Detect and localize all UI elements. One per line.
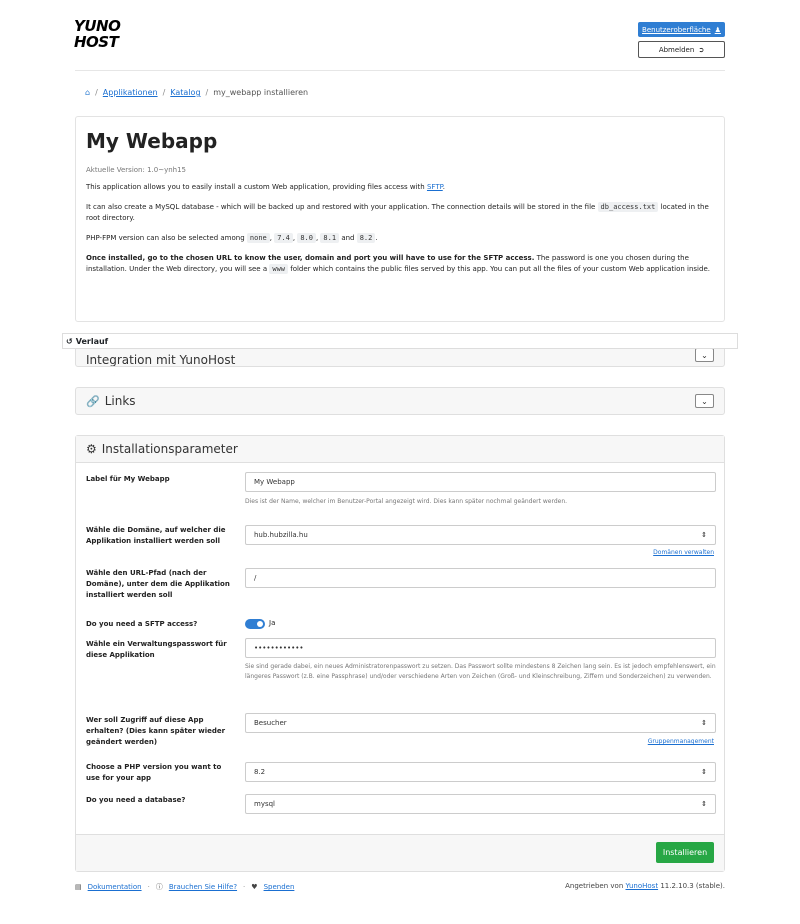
breadcrumb: ⌂ / Applikationen / Katalog / my_webapp installieren xyxy=(85,88,309,97)
php-label: Choose a PHP version you want to use for your app xyxy=(86,763,222,782)
install-form xyxy=(75,435,725,872)
label-input[interactable]: My Webapp xyxy=(245,472,716,492)
logo-line-1: YUNO xyxy=(74,17,121,35)
access-select[interactable]: Besucher ⇕ xyxy=(245,713,716,733)
select-caret-icon: ⇕ xyxy=(701,768,707,776)
select-caret-icon: ⇕ xyxy=(701,719,707,727)
database-select[interactable]: mysql ⇕ xyxy=(245,794,716,814)
breadcrumb-catalog[interactable]: Katalog xyxy=(170,88,201,97)
access-label: Wer soll Zugriff auf diese App erhalten? (Dies kann später wieder geändert werden) xyxy=(86,716,226,746)
description-paragraph-1: This application allows you to easily install a custom Web application, providing files access with SFTP. xyxy=(86,183,445,191)
form-header xyxy=(76,436,724,463)
logout-icon: ➲ xyxy=(698,45,705,54)
php-select[interactable]: 8.2 ⇕ xyxy=(245,762,716,782)
link-icon: 🔗 xyxy=(86,394,100,408)
home-icon[interactable]: ⌂ xyxy=(85,88,91,97)
form-footer xyxy=(76,834,724,871)
database-label: Do you need a database? xyxy=(86,796,186,804)
domain-select[interactable]: hub.hubzilla.hu ⇕ xyxy=(245,525,716,545)
chevron-down-icon[interactable]: ⌄ xyxy=(695,348,714,362)
user-interface-button[interactable] xyxy=(638,22,725,37)
description-paragraph-3: PHP-FPM version can also be selected among none , 7.4 , 8.0 , 8.1 and 8.2 . xyxy=(86,234,378,242)
header-divider xyxy=(75,70,725,71)
select-caret-icon: ⇕ xyxy=(701,531,707,539)
db-access-code: db_access.txt xyxy=(598,202,659,212)
app-description xyxy=(86,182,714,275)
label-name-label: Label für My Webapp xyxy=(86,475,170,483)
documentation-link[interactable]: Dokumentation xyxy=(87,883,142,891)
sftp-toggle-label: Ja xyxy=(269,619,276,627)
yunohost-link[interactable]: YunoHost xyxy=(625,882,659,890)
form-title: Installationsparameter xyxy=(101,442,238,456)
password-input[interactable]: •••••••••••• xyxy=(245,638,716,658)
help-link[interactable]: Brauchen Sie Hilfe? xyxy=(168,883,238,891)
label-help: Dies ist der Name, welcher im Benutzer-Portal angezeigt wird. Dies kann später nochmal geändert werden. xyxy=(245,498,568,505)
app-version: Aktuelle Version: 1.0~ynh15 xyxy=(86,166,186,174)
logout-label: Abmelden xyxy=(658,45,695,54)
sftp-link[interactable]: SFTP xyxy=(426,183,443,191)
history-icon: ↺ xyxy=(66,336,73,346)
history-bar[interactable] xyxy=(62,333,738,349)
sftp-toggle[interactable] xyxy=(245,619,265,629)
links-title: Links xyxy=(104,394,136,408)
user-icon: ♟ xyxy=(714,25,721,34)
description-paragraph-2: It can also create a MySQL database - which will be backed up and restored with your application. The connection details will be stored in the file db_access.txt located in the root directory. xyxy=(86,203,709,222)
install-button[interactable]: Installieren xyxy=(656,842,714,863)
password-help: Sie sind gerade dabei, ein neues Administratorenpasswort zu setzen. Das Passwort sollte mindestens 8 Zeichen lang sein. Es ist jedoch empfehlenswert, ein längeres Passwort (z.B. eine Passphrase) und/oder verschiedene Arten von Zeichen (Groß- und Kleinschreibung, Ziffern und Sonderzeichen) zu verwenden. xyxy=(245,663,716,680)
history-label: Verlauf xyxy=(75,336,109,346)
logout-button[interactable] xyxy=(638,41,725,58)
breadcrumb-current: my_webapp installieren xyxy=(213,88,309,97)
sftp-label: Do you need a SFTP access? xyxy=(86,620,198,628)
domain-label: Wähle die Domäne, auf welcher die Applikation installiert werden soll xyxy=(86,526,226,545)
breadcrumb-applications[interactable]: Applikationen xyxy=(102,88,158,97)
user-interface-label: Benutzeroberfläche xyxy=(642,25,711,34)
logo-line-2: HOST xyxy=(74,33,119,51)
help-icon: ⓘ xyxy=(155,883,163,891)
powered-by: Angetrieben von YunoHost 11.2.10.3 (stable). xyxy=(565,882,725,890)
yunohost-logo[interactable] xyxy=(74,18,120,50)
donate-link[interactable]: Spenden xyxy=(263,883,295,891)
integration-title: Integration mit YunoHost xyxy=(86,353,236,367)
www-code: www xyxy=(269,264,288,274)
gear-icon: ⚙ xyxy=(86,442,97,456)
description-paragraph-4: Once installed, go to the chosen URL to know the user, domain and port you will have to use for the SFTP access. The password is one you chosen during the installation. Under the Web directory, you will see a www folder which contains the public files served by this app. You can put all the files of your custom Web application inside. xyxy=(86,254,710,273)
app-info-card xyxy=(75,116,725,322)
heart-icon: ♥ xyxy=(251,883,258,891)
app-title: My Webapp xyxy=(86,129,218,153)
manage-domains-link[interactable]: Domänen verwalten xyxy=(653,549,714,556)
book-icon: ▤ xyxy=(75,883,82,891)
password-label: Wähle ein Verwaltungspasswort für diese Applikation xyxy=(86,640,227,659)
chevron-down-icon[interactable]: ⌄ xyxy=(695,394,714,408)
select-caret-icon: ⇕ xyxy=(701,800,707,808)
path-label: Wähle den URL-Pfad (nach der Domäne), unter dem die Applikation installiert werden soll xyxy=(86,569,230,599)
group-management-link[interactable]: Gruppenmanagement xyxy=(647,738,714,745)
page-footer: ▤ Dokumentation · ⓘ Brauchen Sie Hilfe? · ♥ Spenden Angetrieben von YunoHost 11.2.10.3 (stable). xyxy=(75,882,725,891)
links-section[interactable] xyxy=(75,387,725,415)
path-input[interactable]: / xyxy=(245,568,716,588)
